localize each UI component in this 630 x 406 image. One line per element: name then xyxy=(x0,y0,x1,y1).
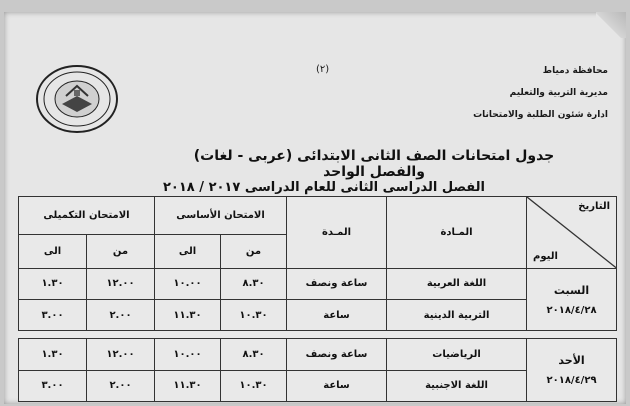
makeup-from-cell: ١٢.٠٠ xyxy=(87,339,155,370)
header-subject: المـادة xyxy=(387,197,527,269)
row-separator xyxy=(19,331,617,339)
basic-to-cell: ١١.٣٠ xyxy=(155,300,221,331)
org-line-governorate: محافظة دمياط xyxy=(542,66,608,76)
org-line-administration: ادارة شئون الطلبة والامتحانات xyxy=(473,110,608,120)
header-basic-exam: الامتحان الأساسى xyxy=(155,197,287,235)
duration-cell: ساعة ونصف xyxy=(287,339,387,370)
makeup-from-cell: ١٢.٠٠ xyxy=(87,268,155,299)
basic-from-cell: ١٠.٣٠ xyxy=(221,300,287,331)
makeup-to-cell: ١.٣٠ xyxy=(19,268,87,299)
subject-cell: اللغة العربية xyxy=(387,268,527,299)
makeup-to-cell: ٣.٠٠ xyxy=(19,300,87,331)
header-day: اليوم xyxy=(533,250,558,262)
document-subtitle: الفصل الدراسى الثانى للعام الدراسى ٢٠١٧ / ٢٠١٨ xyxy=(163,180,485,195)
subject-cell: الرياضيات xyxy=(387,339,527,370)
basic-from-cell: ١٠.٣٠ xyxy=(221,370,287,401)
makeup-to-cell: ١.٣٠ xyxy=(19,339,87,370)
header-date: التاريخ xyxy=(578,201,611,212)
document-title: جدول امتحانات الصف الثانى الابتدائى (عربى - لغات) والفصل الواحد xyxy=(193,148,555,180)
basic-to-cell: ١٠.٠٠ xyxy=(155,339,221,370)
day-date: ٢٠١٨/٤/٢٩ xyxy=(546,375,597,387)
header-makeup-from: من xyxy=(87,235,155,269)
page-number: (٢) xyxy=(316,64,330,75)
header-duration: المـدة xyxy=(287,197,387,269)
day-date: ٢٠١٨/٤/٢٨ xyxy=(546,304,597,316)
day-cell xyxy=(527,339,617,402)
makeup-from-cell: ٢.٠٠ xyxy=(87,370,155,401)
subject-cell: اللغة الاجنبية xyxy=(387,370,527,401)
header-basic-from: من xyxy=(221,235,287,269)
basic-to-cell: ١٠.٠٠ xyxy=(155,268,221,299)
header-makeup-to: الى xyxy=(19,235,87,269)
makeup-from-cell: ٢.٠٠ xyxy=(87,300,155,331)
subject-cell: التربية الدينية xyxy=(387,300,527,331)
header-makeup-exam: الامتحان التكميلى xyxy=(19,197,155,235)
basic-to-cell: ١١.٣٠ xyxy=(155,370,221,401)
page-corner-fold xyxy=(596,12,626,38)
header-basic-to: الى xyxy=(155,235,221,269)
basic-from-cell: ٨.٣٠ xyxy=(221,268,287,299)
exam-schedule-table xyxy=(18,196,617,402)
day-cell xyxy=(527,268,617,331)
header-date-day xyxy=(527,197,617,269)
duration-cell: ساعة xyxy=(287,370,387,401)
org-line-directorate: مديرية التربية والتعليم xyxy=(509,88,608,98)
duration-cell: ساعة ونصف xyxy=(287,268,387,299)
basic-from-cell: ٨.٣٠ xyxy=(221,339,287,370)
day-name: الأحد xyxy=(558,354,585,368)
makeup-to-cell: ٣.٠٠ xyxy=(19,370,87,401)
table-row xyxy=(19,339,617,370)
day-name: السبت xyxy=(553,283,590,297)
duration-cell: ساعة xyxy=(287,300,387,331)
table-row xyxy=(19,268,617,299)
organization-header xyxy=(473,60,608,126)
ministry-logo-icon xyxy=(34,56,120,142)
